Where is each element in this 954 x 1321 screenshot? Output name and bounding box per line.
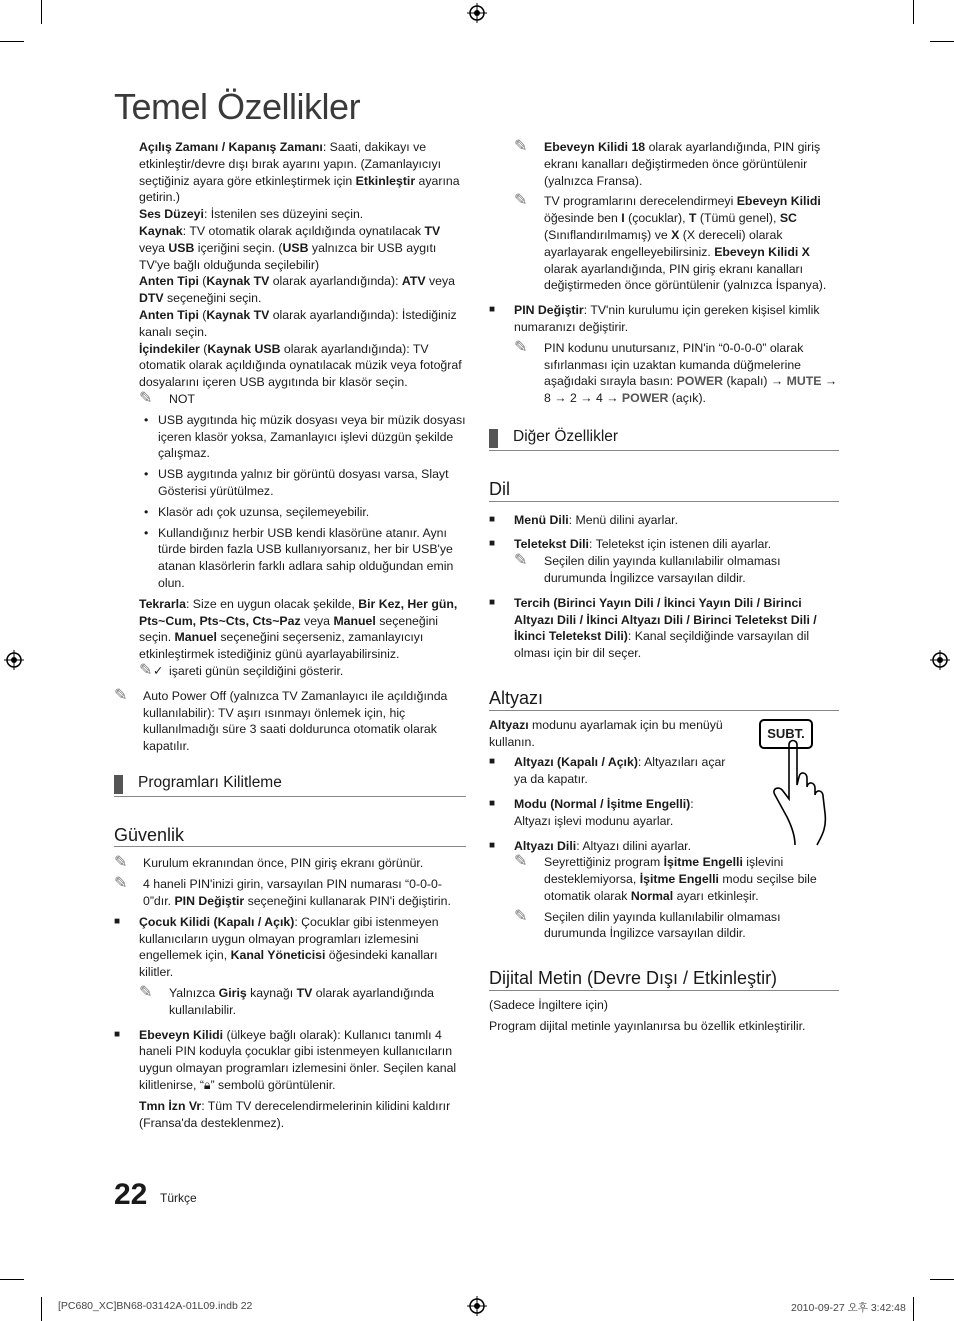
bullet-item: ■ Tercih (Birinci Yayın Dili / İkinci Yayın Dili / Birinci Altyazı Dili / İkinci Altyazı Dili / Birinci Teletekst Dili / İkinci Teletekst Dili): Kanal seçildiğinde varsayılan dil olması için bir dil seçer. [489, 595, 839, 662]
footer-file-info: [PC680_XC]BN68-03142A-01L09.indb 22 [58, 1300, 253, 1312]
bullet-item: ■ Ebeveyn Kilidi (ülkeye bağlı olarak): Kullanıcı tanımlı 4 haneli PIN koduyla çocuklar gibi istenmeyen kullanıcıların uygun olmayan programları izlemesini önler. Seçilen kanal kilitlenirse, “🔒︎” sembolü görüntülenir. [114, 1027, 466, 1094]
note: ✎ Seçilen dilin yayında kullanılabilir olmaması durumunda İngilizce varsayılan dildir. [514, 907, 781, 941]
paragraph: Açılış Zamanı / Kapanış Zamanı: Saati, dakikayı ve etkinleştir/devre dışı bırak ayarını yapın. (Zamanlayıcıyı seçtiğiniz ayara göre etkinleştirmek için Etkinleştir ayarına getirin.) [139, 140, 460, 205]
note-pen-icon: ✎ [514, 192, 528, 210]
page-language: Türkçe [160, 1191, 197, 1205]
note-pen-icon: ✎ [139, 389, 153, 407]
crop-mark [913, 1297, 914, 1321]
crop-mark [913, 0, 914, 24]
note: ✎ 4 haneli PIN'inizi girin, varsayılan PIN numarası “0-0-0-0”dır. PIN Değiştir seçeneğini kullanarak PIN'i değiştirin. [114, 875, 451, 909]
note-heading: ✎ NOT [139, 389, 195, 407]
note: ✎ Seçilen dilin yayında kullanılabilir olmaması durumunda İngilizce varsayılan dildir. [514, 552, 781, 585]
list-item: • Kullandığınız herbir USB kendi klasörüne atanır. Aynı türde birden fazla USB kullanıyorsanız, her bir USB'ye atanan klasörlerin farklı adlara sahip olduğundan emin olun. [114, 525, 466, 592]
section-heading: Dijital Metin (Devre Dışı / Etkinleştir) [489, 970, 839, 991]
section-heading: Dil [489, 481, 839, 502]
crop-mark [0, 41, 24, 42]
crop-mark [930, 41, 954, 42]
bullet-item: ■ PIN Değiştir: TV'nin kurulumu için gereken kişisel kimlik numaranızı değiştirir. [489, 302, 839, 336]
note: ✎ PIN kodunu unutursanız, PIN'in “0-0-0-0” olarak sıfırlanması için uzaktan kumanda düğmelerine aşağıdaki sırayla basın: POWER (kapalı) → MUTE → 8 → 2 → 4 → POWER (açık). [514, 338, 838, 406]
subt-button: SUBT. [759, 719, 813, 749]
hand-pressing-icon [765, 737, 843, 847]
crop-mark [41, 0, 42, 24]
subsection-heading: Programları Kilitleme [114, 775, 466, 797]
paragraph: Tmn İzn Vr: Tüm TV derecelendirmelerinin kilidini kaldırır (Fransa'da desteklenmez). [139, 1098, 451, 1130]
section-heading: Altyazı [489, 690, 839, 711]
note-pen-icon: ✎ [514, 552, 528, 570]
note-pen-icon: ✎ [114, 854, 128, 872]
registration-mark-icon [930, 650, 950, 670]
bullet-item: ■ Modu (Normal / İşitme Engelli): Altyazı işlevi modunu ayarlar. [489, 796, 729, 830]
paragraph: Altyazı modunu ayarlamak için bu menüyü kullanın. [489, 717, 723, 749]
remote-illustration [757, 717, 842, 847]
footer-timestamp: 2010-09-27 오후 3:42:48 [791, 1302, 906, 1314]
crop-mark [0, 1279, 24, 1280]
note-pen-icon: ✎ [139, 661, 153, 679]
section-heading: Güvenlik [114, 827, 466, 848]
note-pen-icon: ✎ [514, 138, 528, 155]
crop-mark [930, 1279, 954, 1280]
note: ✎ Seyrettiğiniz program İşitme Engelli işlevini desteklemiyorsa, İşitme Engelli modu seçilse bile otomatik olarak Normal ayarı etkinleşir. [514, 853, 817, 903]
bullet-item: ■ Altyazı (Kapalı / Açık): Altyazıları açar ya da kapatır. [489, 754, 729, 788]
page-number: 22 [114, 1178, 148, 1211]
right-column [489, 139, 839, 1035]
crop-mark [41, 1297, 42, 1321]
left-column [114, 139, 466, 1131]
paragraph: Anten Tipi (Kaynak TV olarak ayarlandığında): İstediğiniz kanalı seçin. [139, 307, 457, 339]
note: ✎ Kurulum ekranından önce, PIN giriş ekranı görünür. [114, 854, 424, 872]
note: ✎ Ebeveyn Kilidi 18 olarak ayarlandığında, PIN giriş ekranı kanalları değiştirmeden önce görüntülenir (yalnızca Fransa). [514, 138, 821, 188]
paragraph: Ses Düzeyi: İstenilen ses düzeyini seçin. [139, 207, 364, 222]
registration-mark-icon [467, 3, 487, 23]
note: ✎ ✓ işareti günün seçildiğini gösterir. [139, 661, 344, 679]
registration-mark-icon [4, 650, 24, 670]
paragraph: Program dijital metinle yayınlanırsa bu özellik etkinleştirilir. [489, 1018, 806, 1033]
registration-mark-icon [467, 1296, 487, 1316]
note-pen-icon: ✎ [114, 686, 128, 704]
bullet-item: ■ Altyazı Dili: Altyazı dilini ayarlar. [489, 838, 839, 855]
checkmark-icon: ✓ [153, 663, 164, 678]
subsection-heading: Diğer Özellikler [489, 429, 839, 451]
bullet-item: ■ Teletekst Dili: Teletekst için istenen dili ayarlar. [489, 536, 839, 553]
bullet-item: ■ Menü Dili: Menü dilini ayarlar. [489, 512, 839, 529]
note: ✎ Auto Power Off (yalnızca TV Zamanlayıcı ile açıldığında kullanılabilir): TV aşırı ısınmayı önlemek için, hiç kullanılmadığı süre 3 saati doldurunca otomatik olarak kapatılır. [114, 686, 448, 754]
bullet-item: ■ Çocuk Kilidi (Kapalı / Açık): Çocuklar gibi istenmeyen kullanıcıların uygun olmayan programları izlemesini engellemek için, Kanal Yöneticisi öğesindeki kanalları kilitler. [114, 914, 466, 981]
paragraph: Kaynak: TV otomatik olarak açıldığında oynatılacak TV veya USB içeriğini seçin. (USB yalnızca bir USB aygıtı TV'ye bağlı olduğunda seçilebilir) [139, 223, 441, 272]
note: ✎ Yalnızca Giriş kaynağı TV olarak ayarlandığında kullanılabilir. [139, 984, 435, 1017]
note-pen-icon: ✎ [139, 984, 153, 1002]
list-item: • USB aygıtında hiç müzik dosyası veya bir müzik dosyası içeren klasör yoksa, Zamanlayıcı işlevi düzgün şekilde çalışmaz. [114, 412, 466, 462]
note-pen-icon: ✎ [514, 907, 528, 925]
note: ✎ TV programlarını derecelendirmeyi Ebeveyn Kilidi öğesinde ben I (çocuklar), T (Tümü genel), SC (Sınıflandırılmamış) ve X (X dereceli) olarak ayarlayarak engelleyebilirsiniz. Ebeveyn Kilidi X olarak ayarlandığında, PIN giriş ekranı kanalları değiştirmeden önce görüntülenir (yalnızca İspanya). [514, 192, 827, 293]
list-item: • Klasör adı çok uzunsa, seçilemeyebilir. [114, 504, 466, 521]
paragraph: (Sadece İngiltere için) [489, 998, 608, 1013]
subtitle-block [489, 717, 839, 830]
list-item: • USB aygıtında yalnız bir görüntü dosyası varsa, Slayt Gösterisi yürütülmez. [114, 466, 466, 500]
paragraph: Anten Tipi (Kaynak TV olarak ayarlandığında): ATV veya DTV seçeneğini seçin. [139, 274, 456, 306]
note-pen-icon: ✎ [514, 853, 528, 871]
paragraph: Tekrarla: Size en uygun olacak şekilde, Bir Kez, Her gün, Pts~Cum, Pts~Cts, Cts~Paz veya Manuel seçeneğini seçin. Manuel seçeneğini seçerseniz, zamanlayıcıyı etkinleştirmek istediğiniz günü ayarlayabilirsiniz. [139, 596, 458, 662]
note-pen-icon: ✎ [514, 338, 528, 356]
lock-icon: 🔒︎ [203, 1078, 211, 1093]
note-pen-icon: ✎ [114, 875, 128, 893]
page-title: Temel Özellikler [114, 86, 361, 127]
paragraph: İçindekiler (Kaynak USB olarak ayarlandığında): TV otomatik olarak açıldığında oynatılacak müzik veya fotoğraf dosyalarını içeren USB aygıtında bir klasör seçin. [139, 341, 462, 390]
